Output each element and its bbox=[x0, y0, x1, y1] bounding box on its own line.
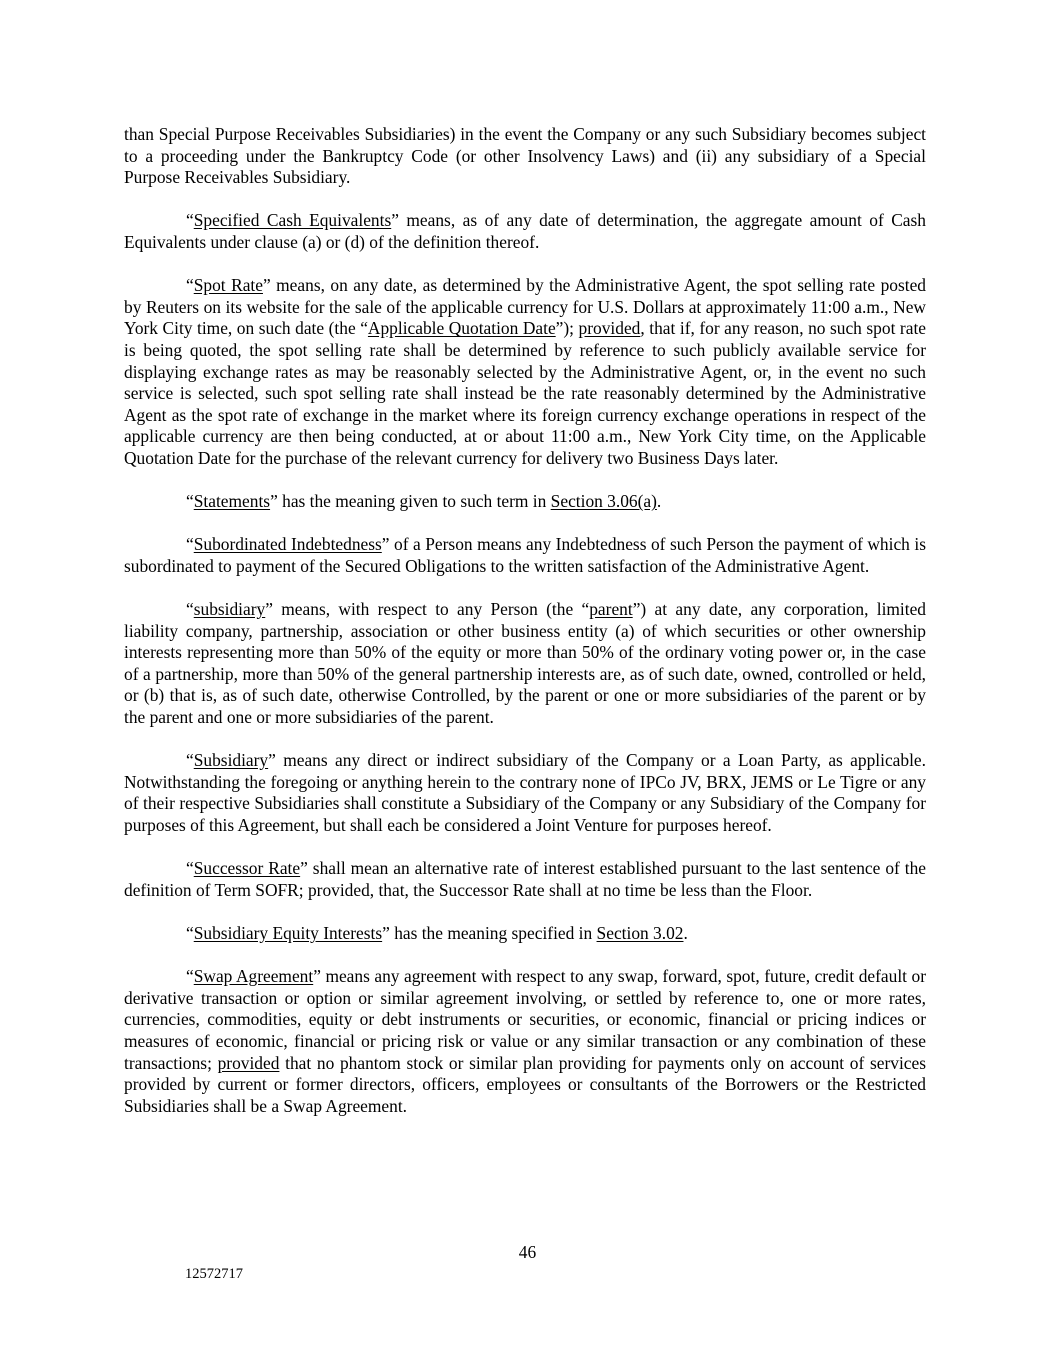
defined-term: Specified Cash Equivalents bbox=[193, 210, 392, 231]
document-id: 12572717 bbox=[185, 1266, 243, 1282]
defined-term: Subordinated Indebtedness bbox=[193, 534, 382, 555]
paragraph-intro bbox=[124, 124, 926, 189]
section-reference: Section 3.06(a) bbox=[550, 491, 657, 512]
definition-swap-agreement: “Swap Agreement” means any agreement with respect to any swap, forward, spot, future, credit default or derivative transaction or option or similar agreement involving, or settled by reference to, one or more rates, currencies, commodities, equity or debt instruments or securities, or economic, financial or pricing indices or measures of economic, financial or pricing risk or value or any similar transaction or any combination of these transactions; provided that no phantom stock or similar plan providing for payments only on account of services provided by current or former directors, officers, employees or consultants of the Borrowers or the Restricted Subsidiaries shall be a Swap Agreement. bbox=[124, 966, 926, 1116]
definition-subsidiary-lowercase: “subsidiary” means, with respect to any Person (the “parent”) at any date, any corporation, limited liability company, partnership, association or other business entity (a) of which securities or other ownership interests representing more than 50% of the equity or more than 50% of the ordinary voting power or, in the case of a partnership, more than 50% of the general partnership interests are, as of such date, owned, controlled or held, or (b) that is, as of such date, otherwise Controlled, by the parent or one or more subsidiaries of the parent or by the parent and one or more subsidiaries of the parent. bbox=[124, 599, 927, 728]
defined-term: subsidiary bbox=[193, 599, 266, 620]
defined-term: Spot Rate bbox=[193, 275, 263, 296]
definition-successor-rate: “Successor Rate” shall mean an alternative rate of interest established pursuant to the last sentence of the definition of Term SOFR; provided, that, the Successor Rate shall at no time be less than the Floor. bbox=[124, 858, 927, 900]
defined-term: Subsidiary Equity Interests bbox=[193, 922, 383, 943]
definition-subsidiary: “Subsidiary” means any direct or indirect subsidiary of the Company or a Loan Party, as applicable. Notwithstanding the foregoing or anything herein to the contrary none of IPCo JV, BRX, JEMS or Le Tigre or any of their respective Subsidiaries shall constitute a Subsidiary of the Company or any Subsidiary of the Company for purposes of this Agreement, but shall each be considered a Joint Venture for purposes hereof. bbox=[124, 750, 926, 835]
definition-subordinated-indebtedness: “Subordinated Indebtedness” of a Person means any Indebtedness of such Person the payment of which is subordinated to payment of the Secured Obligations to the written satisfaction of the Administrative Agent. bbox=[124, 534, 926, 576]
proviso-term: provided bbox=[217, 1052, 280, 1073]
document-page bbox=[124, 124, 926, 1139]
defined-term: Subsidiary bbox=[193, 750, 269, 771]
section-reference: Section 3.02 bbox=[596, 922, 684, 943]
defined-term: Swap Agreement bbox=[193, 966, 314, 987]
definition-statements: “Statements” has the meaning given to such term in Section 3.06(a). bbox=[186, 491, 662, 512]
defined-term: Successor Rate bbox=[193, 858, 301, 879]
defined-term: Statements bbox=[193, 491, 271, 512]
paragraph-text: than Special Purpose Receivables Subsidiaries) in the event the Company or any such Subsidiary becomes subject to a proceeding under the Bankruptcy Code (or other Insolvency Laws) and (ii) any subsidiary of a Special Purpose Receivables Subsidiary. bbox=[124, 124, 926, 188]
page-number: 46 bbox=[518, 1242, 537, 1262]
defined-term-inline: Applicable Quotation Date bbox=[367, 318, 556, 339]
proviso-term: provided bbox=[578, 318, 641, 339]
defined-term-inline: parent bbox=[589, 599, 633, 620]
definition-subsidiary-equity-interests: “Subsidiary Equity Interests” has the meaning specified in Section 3.02. bbox=[186, 922, 688, 943]
definition-spot-rate: “Spot Rate” means, on any date, as determined by the Administrative Agent, the spot selling rate posted by Reuters on its website for the sale of the applicable currency for U.S. Dollars at approximately 11:00 a.m., New York City time, on such date (the “Applicable Quotation Date”); provided, that if, for any reason, no such spot rate is being quoted, the spot selling rate shall be determined by reference to such publicly available service for displaying exchange rates as may be reasonably selected by the Administrative Agent, or, in the event no such service is selected, such spot selling rate shall instead be the rate reasonably determined by the Administrative Agent as the spot rate of exchange in the market where its foreign currency exchange operations in respect of the applicable currency are then being conducted, at or about 11:00 a.m., New York City time, on the Applicable Quotation Date for the purchase of the relevant currency for delivery two Business Days later. bbox=[124, 275, 926, 468]
definition-specified-cash-equivalents: “Specified Cash Equivalents” means, as of any date of determination, the aggregate amount of Cash Equivalents under clause (a) or (d) of the definition thereof. bbox=[124, 210, 926, 252]
